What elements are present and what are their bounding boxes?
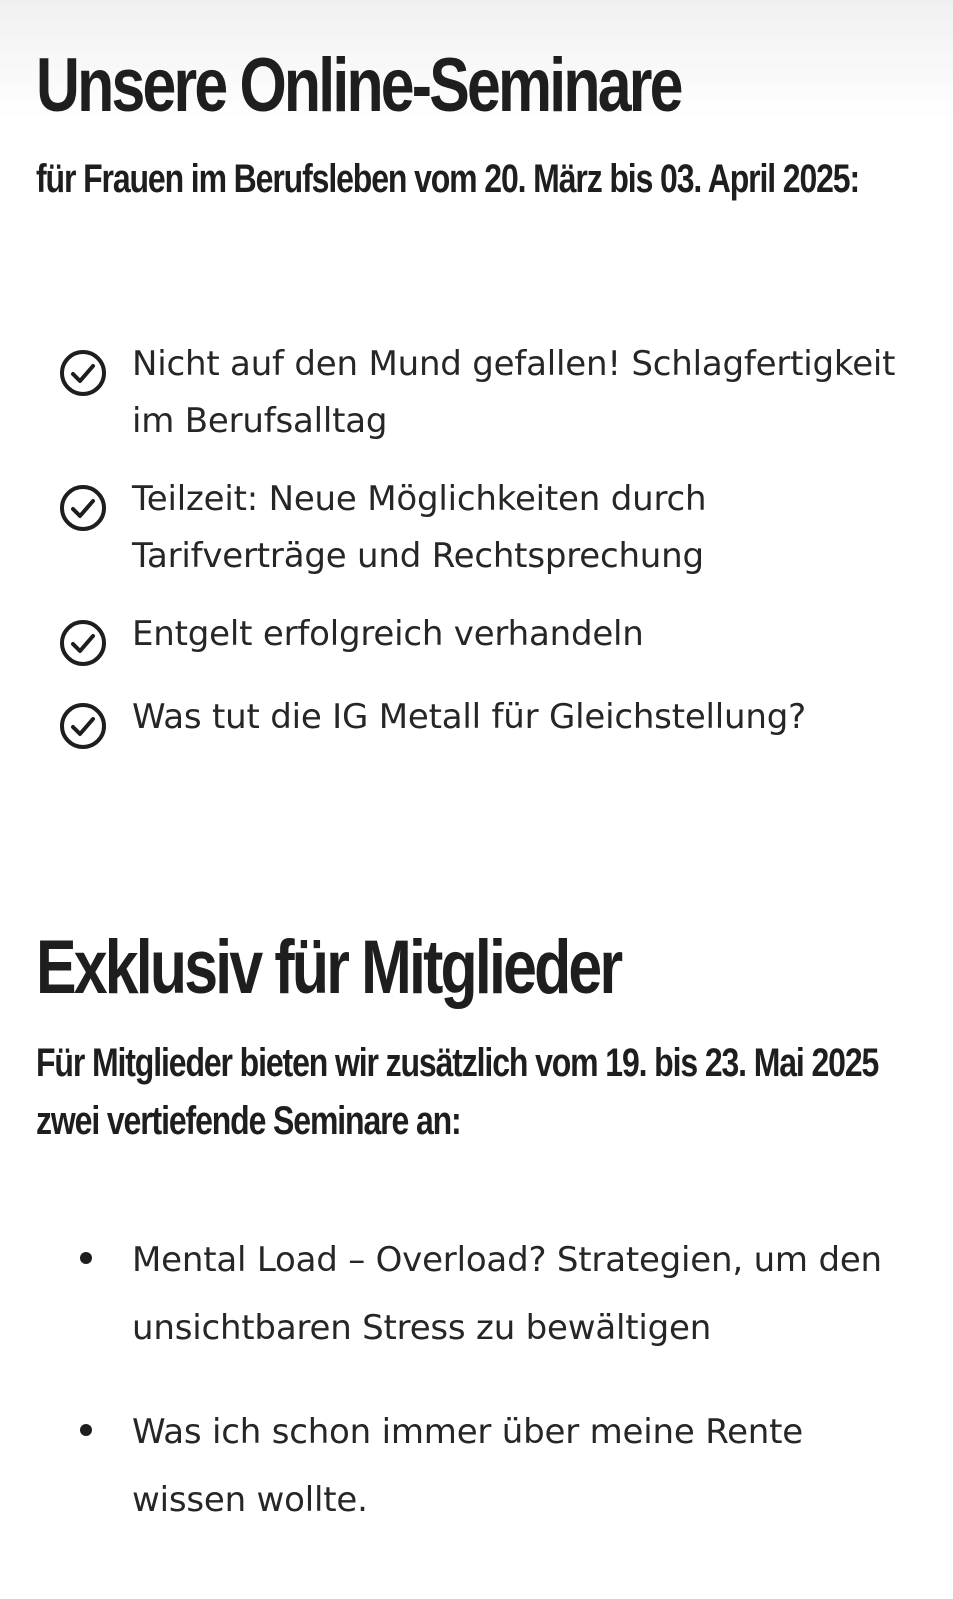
bullet-icon <box>80 1424 92 1436</box>
checklist-item <box>58 336 898 450</box>
bullet-item-text: Was ich schon immer über meine Rente wissen wollte. <box>132 1412 804 1520</box>
check-circle-icon <box>58 701 108 751</box>
section-title-online-seminare: Unsere Online-Seminare <box>36 43 681 128</box>
bullet-list-item <box>80 1226 900 1362</box>
checklist-item <box>58 606 898 668</box>
section-title-exklusiv: Exklusiv für Mitglieder <box>36 925 621 1010</box>
bullet-list-item <box>80 1398 900 1534</box>
checklist-item <box>58 471 898 585</box>
check-circle-icon <box>58 483 108 533</box>
checklist-item-text: Was tut die IG Metall für Gleichstellung? <box>132 697 806 737</box>
check-circle-icon <box>58 618 108 668</box>
check-circle-icon <box>58 348 108 398</box>
checklist-item-text: Nicht auf den Mund gefallen! Schlagfertigkeit im Berufsalltag <box>132 344 896 441</box>
section-subtitle-exklusiv: Für Mitglieder bieten wir zusätzlich vom 19. bis 23. Mai 2025 zwei vertiefende Seminare an: <box>36 1041 879 1143</box>
checklist-item <box>58 689 898 751</box>
checklist-item-text: Teilzeit: Neue Möglichkeiten durch Tarifverträge und Rechtsprechung <box>132 479 707 576</box>
checklist-item-text: Entgelt erfolgreich verhandeln <box>132 614 644 654</box>
seminar-checklist <box>58 336 898 772</box>
bullet-item-text: Mental Load – Overload? Strategien, um den unsichtbaren Stress zu bewältigen <box>132 1240 882 1348</box>
member-seminar-list <box>80 1226 900 1570</box>
bullet-icon <box>80 1252 92 1264</box>
section-subtitle-online-seminare: für Frauen im Berufsleben vom 20. März bis 03. April 2025: <box>36 157 860 201</box>
